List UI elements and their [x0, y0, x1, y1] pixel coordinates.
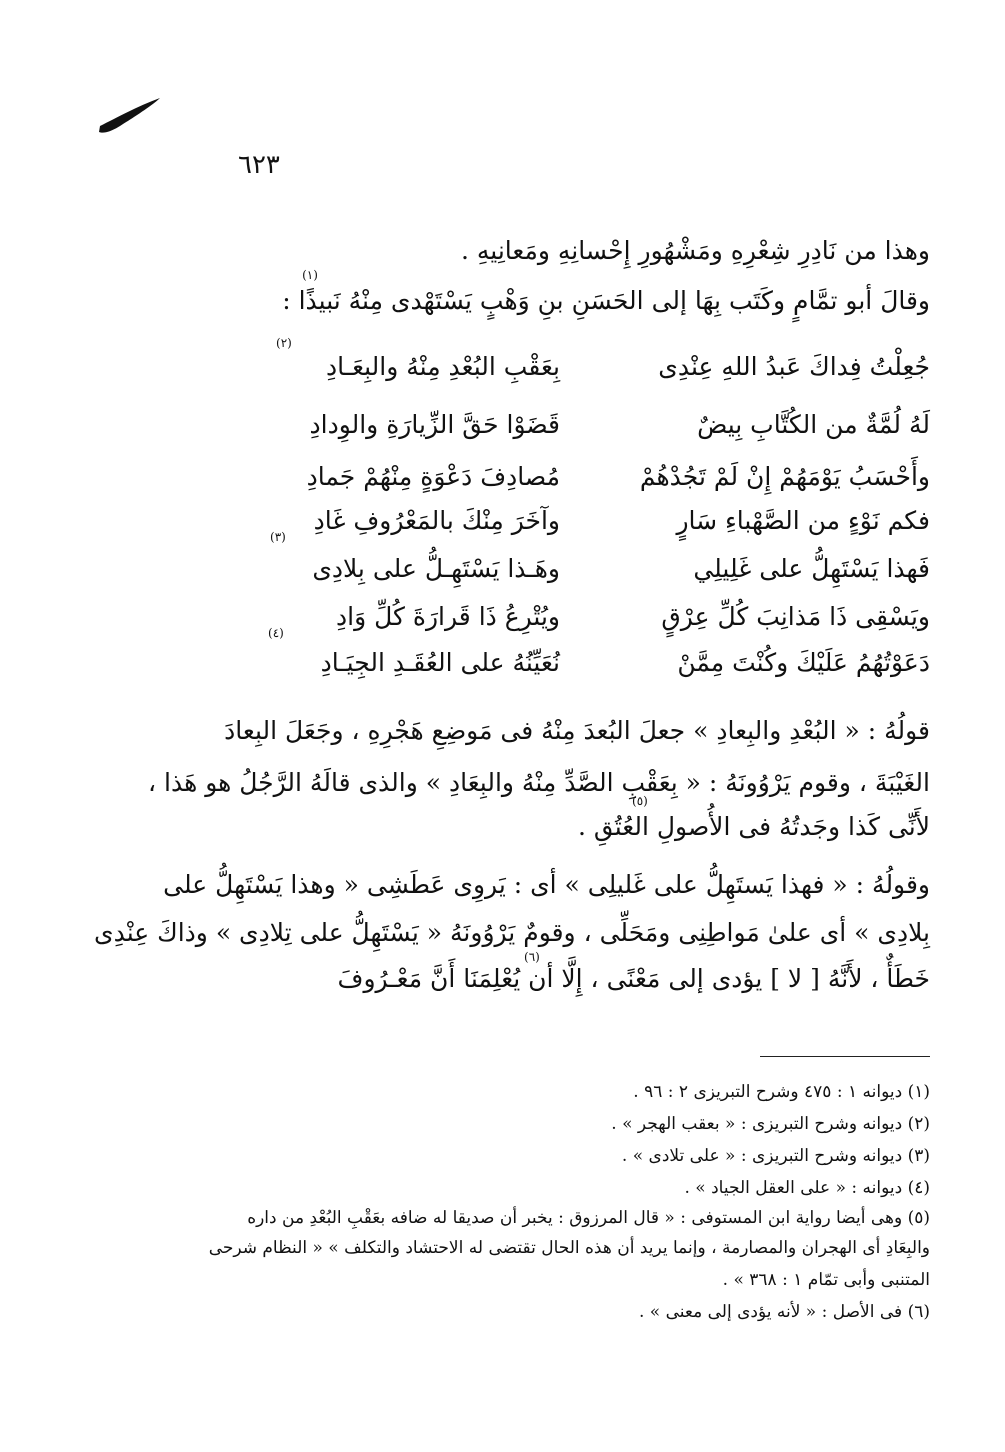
intro-line: وهذا من نَادِرِ شِعْرِهِ ومَشْهُورِ إِحْسانِهِ ومَعانِيهِ .	[460, 236, 930, 265]
commentary-line: خَطَأٌ ، لأَنَّهُ [ لا ] يؤدى إلى مَعْنًى ، إِلَّا أن يُعْلِمَنَا أَنَّ مَعْـرُوفَ	[337, 964, 930, 993]
verse-second-hemistich: وهَـذا يَسْتَهِـلُّ على بِلادِى	[312, 554, 560, 583]
poem-heading: وقالَ أبو تمَّامٍ وكَتَب بِهَا إلى الحَسَنِ بنِ وَهْبٍ يَسْتَهْدى مِنْهُ نَبيذًا :	[282, 286, 930, 315]
commentary-footnote-mark: (٥)	[632, 794, 648, 808]
scan-smudge-mark	[96, 96, 162, 136]
verse-first-hemistich: فَهذا يَسْتَهِلُّ على غَلِيلِي	[693, 554, 930, 583]
verse-footnote-mark: (٤)	[268, 626, 284, 640]
footnote: (١) ديوانه ١ : ٤٧٥ وشرح التبريزى ٢ : ٩٦ .	[633, 1082, 930, 1102]
verse-second-hemistich: مُصادِفَ دَعْوَةٍ مِنْهُمْ جَمادِ	[306, 462, 560, 491]
page-number: ٦٢٣	[238, 150, 280, 180]
verse-line	[230, 410, 930, 454]
commentary-footnote-mark: (٦)	[524, 950, 540, 964]
commentary-line: الغَيْبَةَ ، وقوم يَرْوُونَهُ : « بِعَقْبِ الصَّدِّ مِنْهُ والبِعَادِ » والذى قالَهُ الرَّجُلُ هو هَذا ،	[147, 768, 930, 797]
footnote-continuation: والبِعَادِ أى الهجران والمصارمة ، وإنما يريد أن هذه الحال تقتضى له الاحتشاد والتكلف » « النظام شرحى	[208, 1238, 930, 1258]
verse-footnote-mark: (٣)	[270, 530, 286, 544]
verse-line	[230, 352, 930, 396]
verse-first-hemistich: فكم نَوْءٍ من الصَّهْباءِ سَارٍ	[676, 506, 930, 535]
footnote: (٥) وهى أيضا رواية ابن المستوفى : « قال المرزوق : يخبر أن صديقا له ضافه بعَقْبِ البُعْدِ من داره	[247, 1208, 930, 1228]
heading-footnote-mark: (١)	[302, 268, 318, 282]
verse-first-hemistich: لَهُ لُمَّةٌ من الكُتَّابِ بِيضٌ	[697, 410, 930, 439]
footnote: (٤) ديوانه : « على العقل الجياد » .	[684, 1178, 930, 1198]
footnote-continuation: المتنبى وأبى تمّام ١ : ٣٦٨ » .	[722, 1270, 930, 1290]
verse-second-hemistich: بِعَقْبِ البُعْدِ مِنْهُ والبِعَـادِ	[326, 352, 560, 381]
verse-second-hemistich: وآخَرَ مِنْكَ بالمَعْرُوفِ غَادِ	[313, 506, 560, 535]
footnote-divider	[760, 1056, 930, 1057]
verse-footnote-mark: (٢)	[276, 336, 292, 350]
verse-first-hemistich: دَعَوْتُهُمُ عَلَيْكَ وكُنْتَ مِمَّنْ	[677, 648, 930, 677]
verse-second-hemistich: ويُتْرِعُ ذَا قَرارَةَ كُلِّ وَادِ	[336, 602, 560, 631]
verse-line	[230, 462, 930, 506]
verse-line	[230, 648, 930, 692]
commentary-line: وقولُهُ : « فهذا يَستَهِلُّ على غَليلِى » أى : يَروِى عَطَشِى « وهذا يَسْتَهِلُّ على	[163, 870, 930, 899]
footnote: (٢) ديوانه وشرح التبريزى : « بعقب الهجر » .	[611, 1114, 930, 1134]
verse-line	[230, 554, 930, 598]
verse-first-hemistich: جُعِلْتُ فِداكَ عَبدُ اللهِ عِنْدِى	[658, 352, 930, 381]
commentary-line: بِلادِى » أى علىٰ مَواطِنِى ومَحَلِّى ، وقومٌ يَرْوُونَهُ « يَسْتَهِلُّ على تِلادِى » وذاكَ عِنْدِى	[94, 918, 930, 947]
verse-line	[230, 602, 930, 646]
verse-first-hemistich: وأَحْسَبُ يَوْمَهُمْ إِنْ لَمْ تَجُدْهُمْ	[639, 462, 930, 491]
verse-first-hemistich: ويَسْقِى ذَا مَذانِبَ كُلِّ عِرْقٍ	[661, 602, 930, 631]
footnote: (٦) فى الأصل : « لأنه يؤدى إلى معنى » .	[638, 1302, 930, 1322]
verse-line	[230, 506, 930, 550]
verse-second-hemistich: نُعَيِّنُهُ على العُقَـدِ الجِيَـادِ	[320, 648, 560, 677]
verse-second-hemistich: قَضَوْا حَقَّ الزِّيارَةِ والوِدادِ	[309, 410, 560, 439]
commentary-line: قولُهُ : « البُعْدِ والبِعادِ » جعلَ البُعدَ مِنْهُ فى مَوضِعِ هَجْرِهِ ، وجَعَلَ البِعادَ	[224, 716, 930, 745]
footnote: (٣) ديوانه وشرح التبريزى : « على تلادى » .	[621, 1146, 930, 1166]
commentary-line: لأَنِّى كَذا وجَدتُهُ فى الأُصولِ العُتُقِ .	[578, 812, 930, 841]
